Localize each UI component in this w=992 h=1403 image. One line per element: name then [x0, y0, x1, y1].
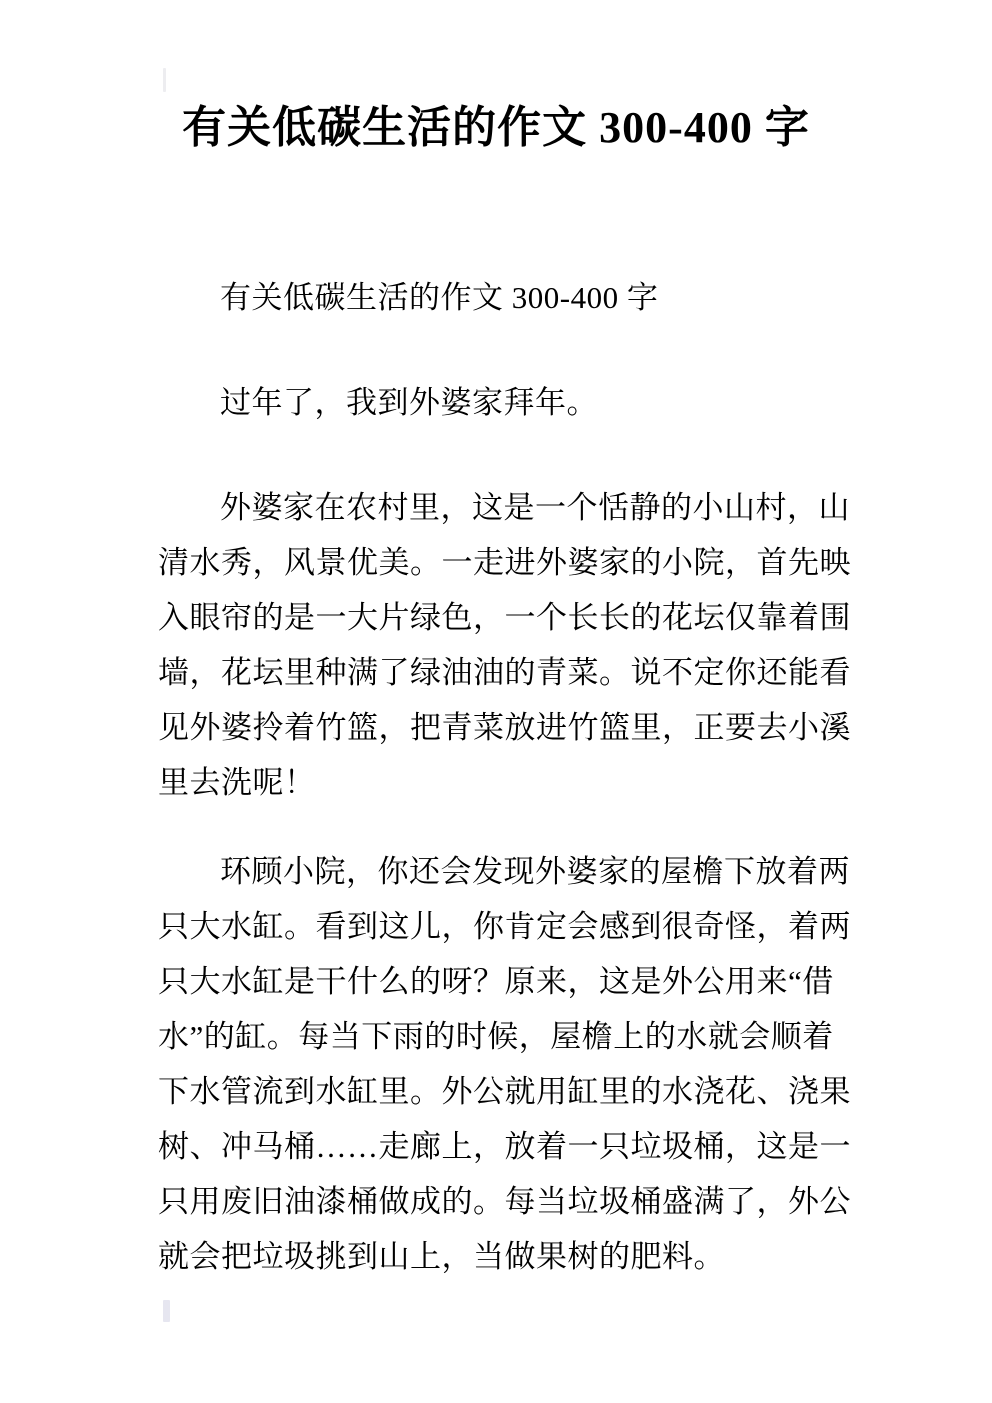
paragraph	[158, 375, 858, 430]
paragraph	[158, 270, 858, 325]
text-line: 只用废旧油漆桶做成的。每当垃圾桶盛满了，外公	[158, 1184, 851, 1219]
text-line: 就会把垃圾挑到山上，当做果树的肥料。	[158, 1239, 725, 1274]
text-line: 里去洗呢！	[158, 765, 316, 800]
text-line: 只大水缸是干什么的呀？原来，这是外公用来“借	[158, 964, 834, 999]
text-line: 有关低碳生活的作文 300-400 字	[220, 280, 659, 315]
text-line: 清水秀，风景优美。一走进外婆家的小院，首先映	[158, 545, 851, 580]
page-title: 有关低碳生活的作文 300-400 字	[182, 103, 810, 152]
text-line: 只大水缸。看到这儿，你肯定会感到很奇怪，着两	[158, 909, 851, 944]
text-line: 树、冲马桶……走廊上，放着一只垃圾桶，这是一	[158, 1129, 851, 1164]
text-line: 过年了，我到外婆家拜年。	[220, 385, 598, 420]
paragraph	[158, 844, 858, 1284]
text-line: 见外婆拎着竹篮，把青菜放进竹篮里，正要去小溪	[158, 710, 851, 745]
text-line: 下水管流到水缸里。外公就用缸里的水浇花、浇果	[158, 1074, 851, 1109]
document-body	[158, 270, 858, 1284]
text-line: 墙，花坛里种满了绿油油的青菜。说不定你还能看	[158, 655, 851, 690]
paragraph	[158, 480, 858, 810]
text-line: 外婆家在农村里，这是一个恬静的小山村，山	[220, 490, 850, 525]
page-artifact-mark-bottom	[163, 1300, 170, 1322]
text-line: 水”的缸。每当下雨的时候，屋檐上的水就会顺着	[158, 1019, 834, 1054]
text-line: 环顾小院，你还会发现外婆家的屋檐下放着两	[220, 854, 850, 889]
page-artifact-mark-top	[163, 68, 166, 92]
text-line: 入眼帘的是一大片绿色，一个长长的花坛仅靠着围	[158, 600, 851, 635]
